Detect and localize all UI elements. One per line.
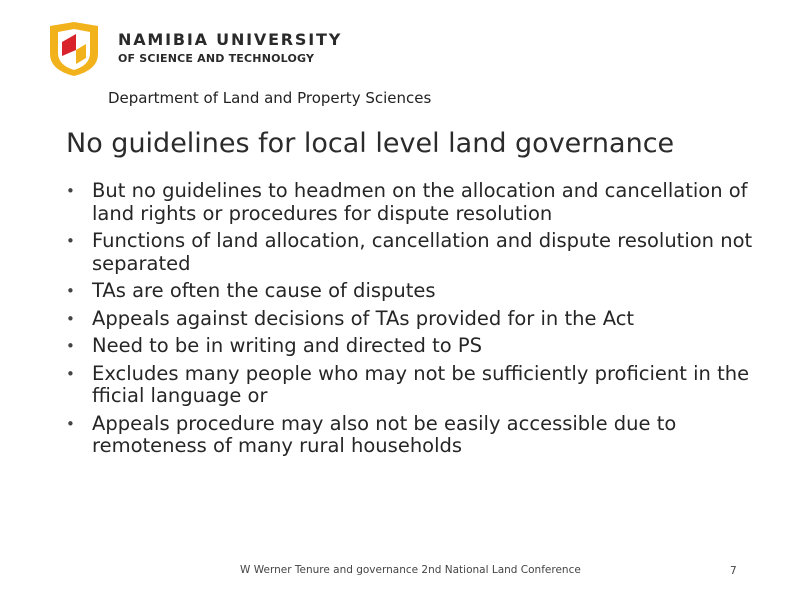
department-name: Department of Land and Property Sciences bbox=[108, 89, 432, 107]
bullet-item bbox=[66, 180, 756, 225]
bullet-item bbox=[66, 280, 756, 303]
bullet-item bbox=[66, 335, 756, 358]
bullet-text: Functions of land allocation, cancellation and dispute resolution not separated bbox=[92, 229, 753, 275]
slide-title: No guidelines for local level land governance bbox=[66, 128, 675, 159]
bullet-item bbox=[66, 413, 756, 458]
bullet-text: Need to be in writing and directed to PS bbox=[92, 334, 482, 357]
bullet-list bbox=[66, 180, 756, 463]
bullet-item bbox=[66, 363, 756, 408]
bullet-text: TAs are often the cause of disputes bbox=[92, 279, 436, 302]
bullet-item bbox=[66, 308, 756, 331]
university-logo-icon bbox=[46, 20, 102, 78]
bullet-text: Excludes many people who may not be sufficiently proficient in the fficial language or bbox=[92, 361, 750, 407]
bullet-dot-icon: • bbox=[66, 232, 75, 250]
university-name: NAMIBIA UNIVERSITY bbox=[118, 30, 343, 49]
footer-text: W Werner Tenure and governance 2nd National Land Conference bbox=[240, 564, 581, 576]
bullet-text: Appeals against decisions of TAs provided for in the Act bbox=[92, 306, 635, 330]
university-subtitle: OF SCIENCE AND TECHNOLOGY bbox=[118, 52, 315, 65]
bullet-item bbox=[66, 230, 756, 275]
bullet-text: Appeals procedure may also not be easily accessible due to remoteness of many rural households bbox=[92, 411, 677, 457]
bullet-dot-icon: • bbox=[66, 414, 75, 433]
page-number: 7 bbox=[730, 565, 737, 577]
bullet-dot-icon: • bbox=[66, 337, 75, 355]
bullet-dot-icon: • bbox=[66, 182, 75, 200]
bullet-dot-icon: • bbox=[66, 282, 75, 300]
bullet-text: But no guidelines to headmen on the allocation and cancellation of land rights or procedures for dispute resolution bbox=[92, 179, 748, 225]
bullet-dot-icon: • bbox=[66, 309, 75, 328]
bullet-dot-icon: • bbox=[66, 364, 75, 383]
